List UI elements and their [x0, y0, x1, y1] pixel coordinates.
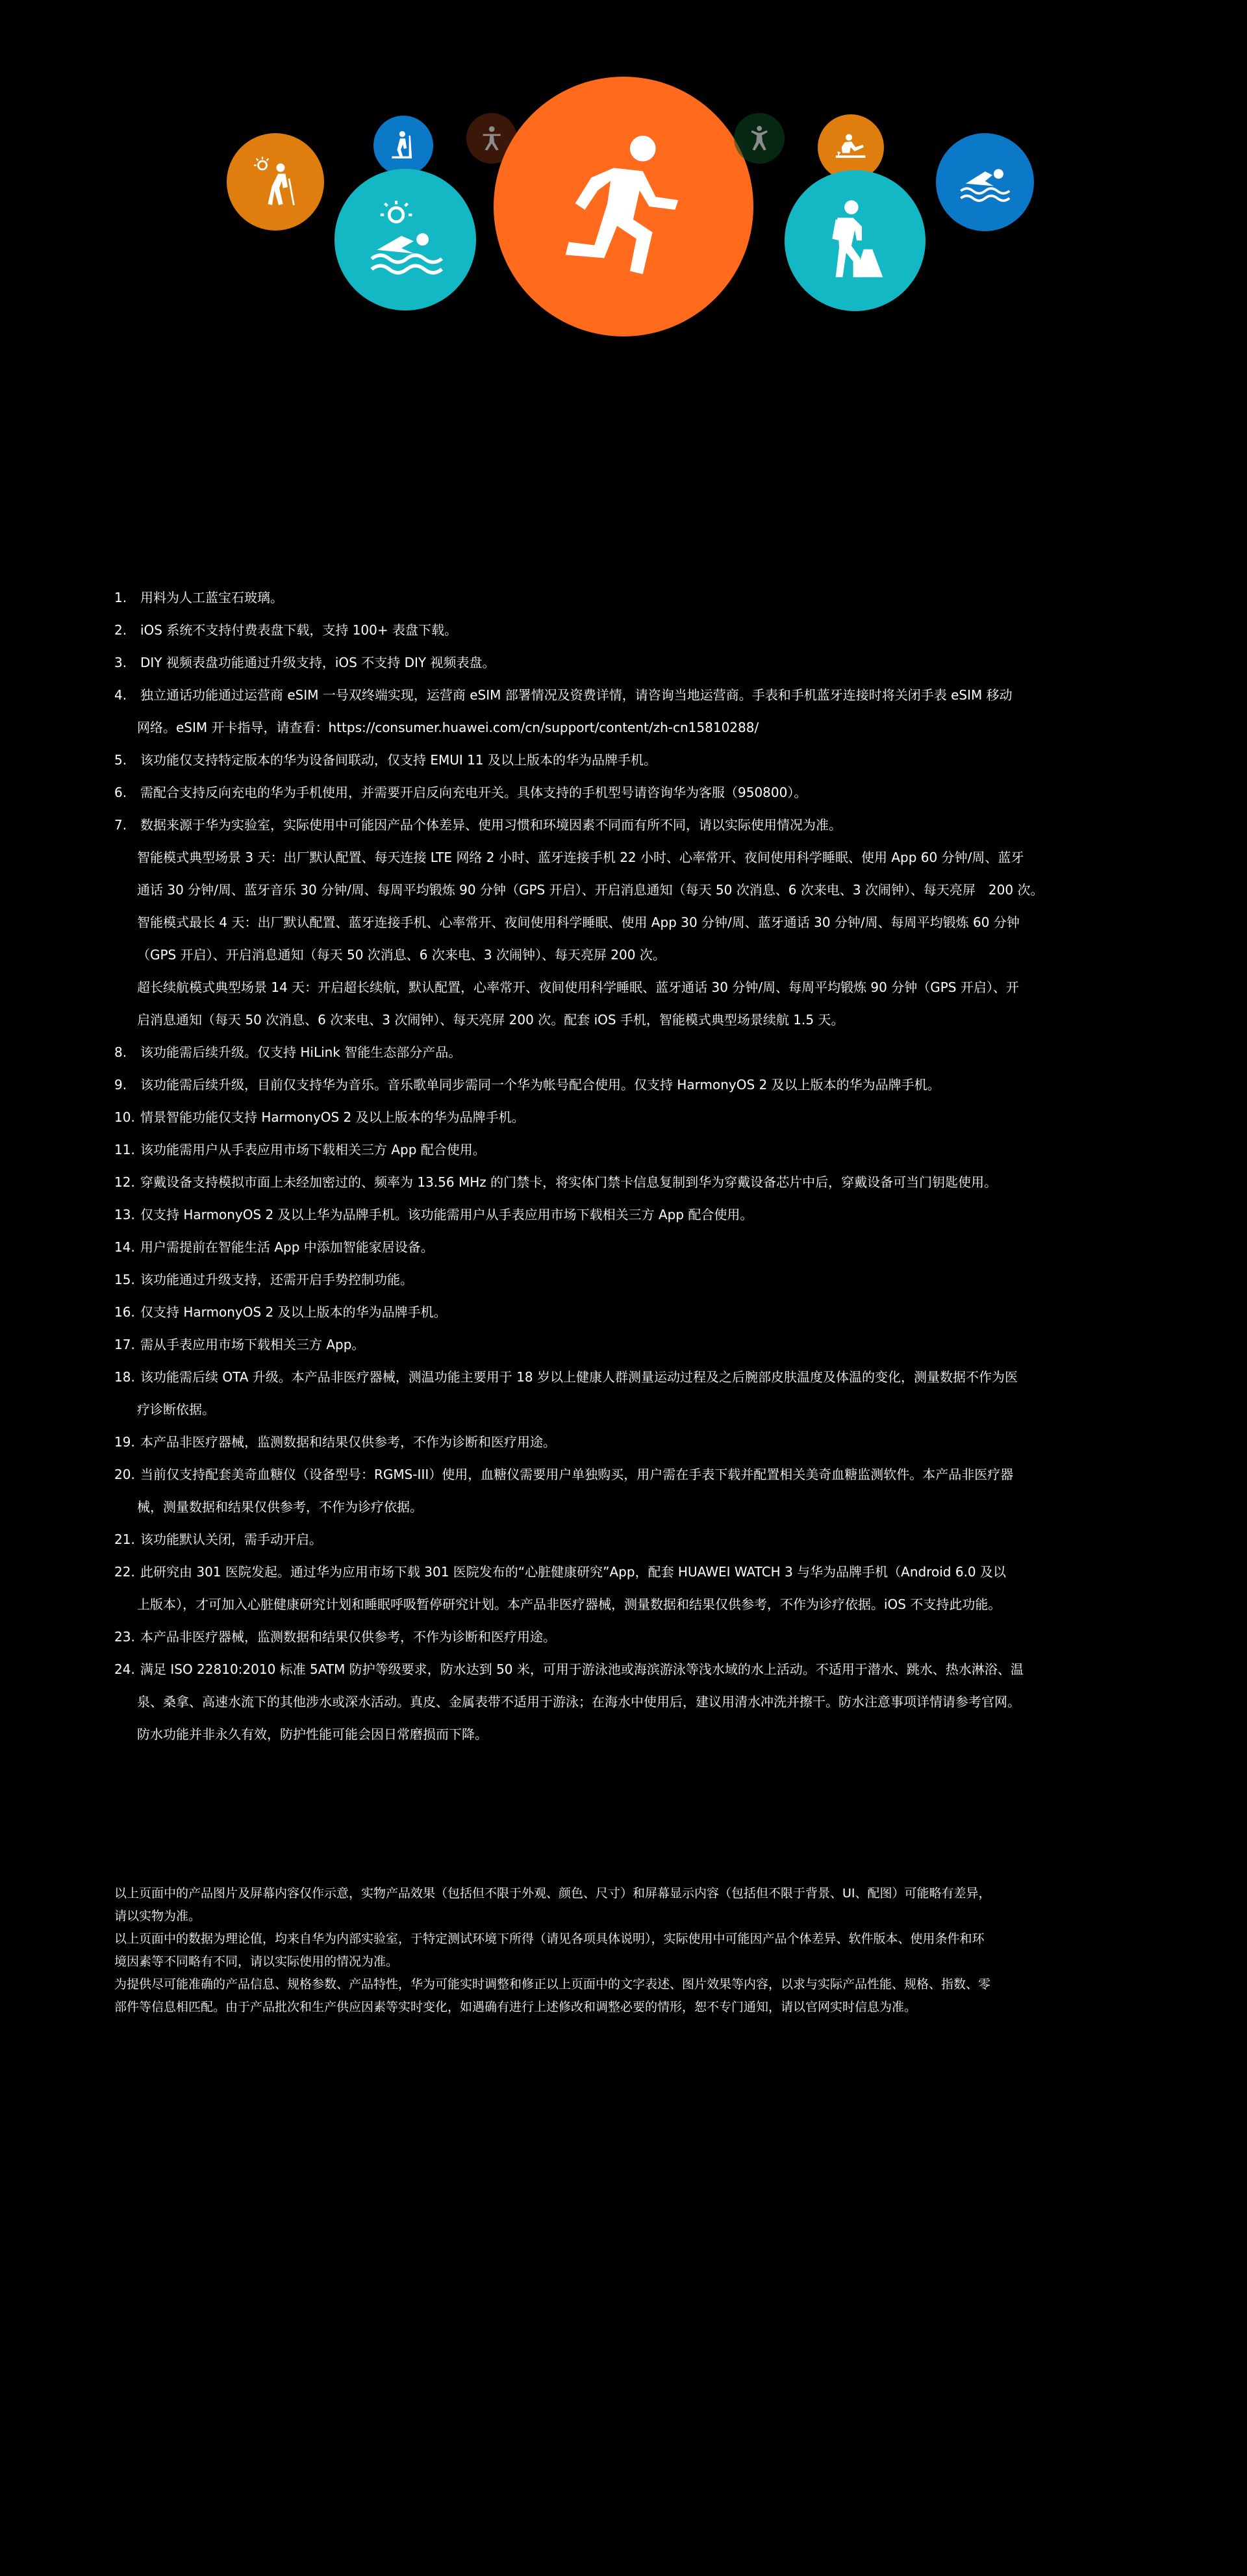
- footnote-number: 13.: [114, 1207, 135, 1222]
- footnote-number: 1.: [114, 590, 127, 605]
- footnote-item: [114, 1263, 1153, 1296]
- footnote-text-line: 械，测量数据和结果仅供参考，不作为诊疗依据。: [137, 1499, 423, 1515]
- footnote-number: 16.: [114, 1304, 135, 1320]
- running-bubble: [494, 77, 753, 336]
- climbing-bubble: [785, 170, 926, 311]
- footnote-text-line: 智能模式典型场景 3 天：出厂默认配置、每天连接 LTE 网络 2 小时、蓝牙连接手机 22 小时、心率常开、夜间使用科学睡眠、使用 App 60 分钟/周、蓝牙: [137, 850, 1024, 865]
- footnote-text-line: DIY 视频表盘功能通过升级支持，iOS 不支持 DIY 视频表盘。: [140, 655, 496, 670]
- disclaimer: [114, 1882, 1137, 2019]
- hiking-icon: [246, 152, 306, 212]
- footnote-text-line: 本产品非医疗器械，监测数据和结果仅供参考，不作为诊断和医疗用途。: [140, 1629, 556, 1645]
- footnote-number: 20.: [114, 1467, 135, 1482]
- swimming-icon: [361, 196, 449, 283]
- footnote-text-line: 当前仅支持配套美奇血糖仪（设备型号：RGMS-III）使用，血糖仪需要用户单独购买，用户需在手表下载并配置相关美奇血糖监测软件。本产品非医疗器: [140, 1467, 1014, 1482]
- footnote-number: 9.: [114, 1077, 127, 1092]
- footnote-item: [114, 646, 1153, 679]
- footnote-text-line: 独立通话功能通过运营商 eSIM 一号双终端实现，运营商 eSIM 部署情况及资费详情，请咨询当地运营商。手表和手机蓝牙连接时将关闭手表 eSIM 移动: [140, 687, 1013, 703]
- footnote-number: 22.: [114, 1564, 135, 1580]
- running-icon: [543, 126, 704, 287]
- footnote-text-line: 穿戴设备支持模拟市面上未经加密过的、频率为 13.56 MHz 的门禁卡，将实体门禁卡信息复制到华为穿戴设备芯片中后，穿戴设备可当门钥匙使用。: [140, 1174, 998, 1190]
- footnote-number: 15.: [114, 1272, 135, 1287]
- footnote-item: [114, 1166, 1153, 1198]
- footnote-item: [114, 744, 1153, 776]
- footnote-text-line: 上版本），才可加入心脏健康研究计划和睡眠呼吸暂停研究计划。本产品非医疗器械，测量数据和结果仅供参考，不作为诊疗依据。iOS 不支持此功能。: [137, 1597, 1001, 1612]
- footnote-item: [114, 679, 1153, 744]
- footnote-text-line: 仅支持 HarmonyOS 2 及以上华为品牌手机。该功能需用户从手表应用市场下载相关三方 App 配合使用。: [140, 1207, 753, 1222]
- footnote-text-line: 用料为人工蓝宝石玻璃。: [140, 590, 283, 605]
- footnote-item: [114, 1101, 1153, 1133]
- climbing-icon: [811, 197, 899, 284]
- footnote-text-line: 本产品非医疗器械，监测数据和结果仅供参考，不作为诊断和医疗用途。: [140, 1434, 556, 1450]
- footnote-item: [114, 1361, 1153, 1426]
- footnote-text-line: 启消息通知（每天 50 次消息、6 次来电、3 次闹钟）、每天亮屏 200 次。配套 iOS 手机，智能模式典型场景续航 1.5 天。: [137, 1012, 844, 1028]
- elliptical-bubble: [373, 116, 433, 175]
- footnote-number: 7.: [114, 817, 127, 833]
- footnote-text-line: 疗诊断依据。: [137, 1402, 215, 1417]
- footnote-number: 14.: [114, 1239, 135, 1255]
- footnote-item: [114, 614, 1153, 646]
- footnote-item: [114, 1458, 1153, 1523]
- footnote-text-line: 通话 30 分钟/周、蓝牙音乐 30 分钟/周、每周平均锻炼 90 分钟（GPS 开启）、开启消息通知（每天 50 次消息、6 次来电、3 次闹钟）、每天亮屏 200 次。: [137, 882, 1044, 898]
- footnote-text-line: 该功能需后续升级，目前仅支持华为音乐。音乐歌单同步需同一个华为帐号配合使用。仅支持 HarmonyOS 2 及以上版本的华为品牌手机。: [140, 1077, 940, 1092]
- footnote-number: 3.: [114, 655, 127, 670]
- footnote-text-line: 仅支持 HarmonyOS 2 及以上版本的华为品牌手机。: [140, 1304, 447, 1320]
- footnote-number: 19.: [114, 1434, 135, 1450]
- footnote-number: 4.: [114, 687, 127, 703]
- footnote-item: [114, 1231, 1153, 1263]
- footnote-text-line: 该功能需后续升级。仅支持 HiLink 智能生态部分产品。: [140, 1044, 462, 1060]
- elliptical-icon: [384, 127, 422, 164]
- footnote-number: 24.: [114, 1661, 135, 1677]
- footnote-item: [114, 1068, 1153, 1101]
- disclaimer-line: 以上页面中的数据为理论值，均来自华为内部实验室，于特定测试环境下所得（请见各项具体说明），实际使用中可能因产品个体差异、软件版本、使用条件和环: [114, 1932, 985, 1946]
- footnote-text-line: 该功能仅支持特定版本的华为设备间联动，仅支持 EMUI 11 及以上版本的华为品牌手机。: [140, 752, 657, 768]
- footnote-number: 18.: [114, 1369, 135, 1385]
- footnote-text-line: 用户需提前在智能生活 App 中添加智能家居设备。: [140, 1239, 434, 1255]
- footnote-item: [114, 1036, 1153, 1068]
- footnote-text-line: 满足 ISO 22810:2010 标准 5ATM 防护等级要求，防水达到 50 米，可用于游泳池或海滨游泳等浅水域的水上活动。不适用于潜水、跳水、热水淋浴、温: [140, 1661, 1024, 1677]
- footnote-text-line: 该功能通过升级支持，还需开启手势控制功能。: [140, 1272, 413, 1287]
- outdoor-swim-bubble: [334, 169, 476, 310]
- footnote-item: [114, 776, 1153, 809]
- footnote-text-line: 数据来源于华为实验室，实际使用中可能因产品个体差异、使用习惯和环境因素不同而有所不同，请以实际使用情况为准。: [140, 817, 842, 833]
- footnote-item: [114, 581, 1153, 614]
- disclaimer-line: 请以实物为准。: [114, 1909, 201, 1923]
- dance-icon: [744, 123, 775, 154]
- footnotes-list: [114, 581, 1153, 1750]
- footnote-text-line: 超长续航模式典型场景 14 天：开启超长续航，默认配置，心率常开、夜间使用科学睡眠、蓝牙通话 30 分钟/周、每周平均锻炼 90 分钟（GPS 开启）、开: [137, 979, 1019, 995]
- footnote-text-line: 此研究由 301 医院发起。通过华为应用市场下载 301 医院发布的“心脏健康研究”App，配套 HUAWEI WATCH 3 与华为品牌手机（Android 6.0 及以: [140, 1564, 1007, 1580]
- footnote-text-line: 泉、桑拿、高速水流下的其他涉水或深水活动。真皮、金属表带不适用于游泳；在海水中使用后，建议用清水冲洗并擦干。防水注意事项详情请参考官网。: [137, 1694, 1020, 1710]
- swimming-icon: [955, 152, 1016, 213]
- yoga-icon: [476, 123, 507, 154]
- footnote-text-line: 该功能需用户从手表应用市场下载相关三方 App 配合使用。: [140, 1142, 486, 1157]
- footnote-text-line: 网络。eSIM 开卡指导，请查看：https://consumer.huawei.com/cn/support/content/zh-cn15810288/: [137, 720, 759, 735]
- footnote-number: 23.: [114, 1629, 135, 1645]
- footnote-text-line: 需从手表应用市场下载相关三方 App。: [140, 1337, 365, 1352]
- footnote-text-line: 防水功能并非永久有效，防护性能可能会因日常磨损而下降。: [137, 1726, 488, 1742]
- footnote-number: 5.: [114, 752, 127, 768]
- pool-swim-bubble: [936, 133, 1034, 231]
- footnote-number: 8.: [114, 1044, 127, 1060]
- footnote-number: 12.: [114, 1174, 135, 1190]
- footnote-number: 17.: [114, 1337, 135, 1352]
- footnote-number: 21.: [114, 1532, 135, 1547]
- dance-bubble: [734, 113, 785, 164]
- footnote-item: [114, 1296, 1153, 1328]
- footnote-text-line: 该功能默认关闭，需手动开启。: [140, 1532, 322, 1547]
- disclaimer-line: 部件等信息相匹配。由于产品批次和生产供应因素等实时变化，如遇确有进行上述修改和调整必要的情形，恕不专门通知，请以官网实时信息为准。: [114, 2000, 917, 2014]
- footnote-text-line: 情景智能功能仅支持 HarmonyOS 2 及以上版本的华为品牌手机。: [140, 1109, 525, 1125]
- footnote-item: [114, 1328, 1153, 1361]
- disclaimer-line: 境因素等不同略有不同，请以实际使用的情况为准。: [114, 1954, 399, 1969]
- footnote-text-line: iOS 系统不支持付费表盘下载，支持 100+ 表盘下载。: [140, 622, 457, 638]
- sport-icons-hero: [0, 0, 1247, 364]
- footnote-text-line: 该功能需后续 OTA 升级。本产品非医疗器械，测温功能主要用于 18 岁以上健康人群测量运动过程及之后腕部皮肤温度及体温的变化，测量数据不作为医: [140, 1369, 1018, 1385]
- footnote-item: [114, 1426, 1153, 1458]
- footnote-item: [114, 1556, 1153, 1621]
- footnote-number: 6.: [114, 785, 127, 800]
- footnote-item: [114, 1621, 1153, 1653]
- footnote-item: [114, 1523, 1153, 1556]
- footnote-item: [114, 1653, 1153, 1750]
- footnote-item: [114, 809, 1153, 1036]
- disclaimer-line: 以上页面中的产品图片及屏幕内容仅作示意，实物产品效果（包括但不限于外观、颜色、尺寸）和屏幕显示内容（包括但不限于背景、UI、配图）可能略有差异，: [114, 1886, 991, 1900]
- disclaimer-line: 为提供尽可能准确的产品信息、规格参数、产品特性，华为可能实时调整和修正以上页面中的文字表述、图片效果等内容，以求与实际产品性能、规格、指数、零: [114, 1977, 991, 1991]
- footnote-number: 10.: [114, 1109, 135, 1125]
- rowing-icon: [830, 127, 871, 168]
- footnote-text-line: 智能模式最长 4 天：出厂默认配置、蓝牙连接手机、心率常开、夜间使用科学睡眠、使用 App 30 分钟/周、蓝牙通话 30 分钟/周、每周平均锻炼 60 分钟: [137, 915, 1020, 930]
- footnote-text-line: （GPS 开启）、开启消息通知（每天 50 次消息、6 次来电、3 次闹钟）、每天亮屏 200 次。: [137, 947, 666, 963]
- footnote-text-line: 需配合支持反向充电的华为手机使用，并需要开启反向充电开关。具体支持的手机型号请咨询华为客服（950800）。: [140, 785, 807, 800]
- footnote-item: [114, 1133, 1153, 1166]
- footnote-number: 11.: [114, 1142, 135, 1157]
- footnote-number: 2.: [114, 622, 127, 638]
- footnote-item: [114, 1198, 1153, 1231]
- hiking-bubble: [227, 133, 324, 231]
